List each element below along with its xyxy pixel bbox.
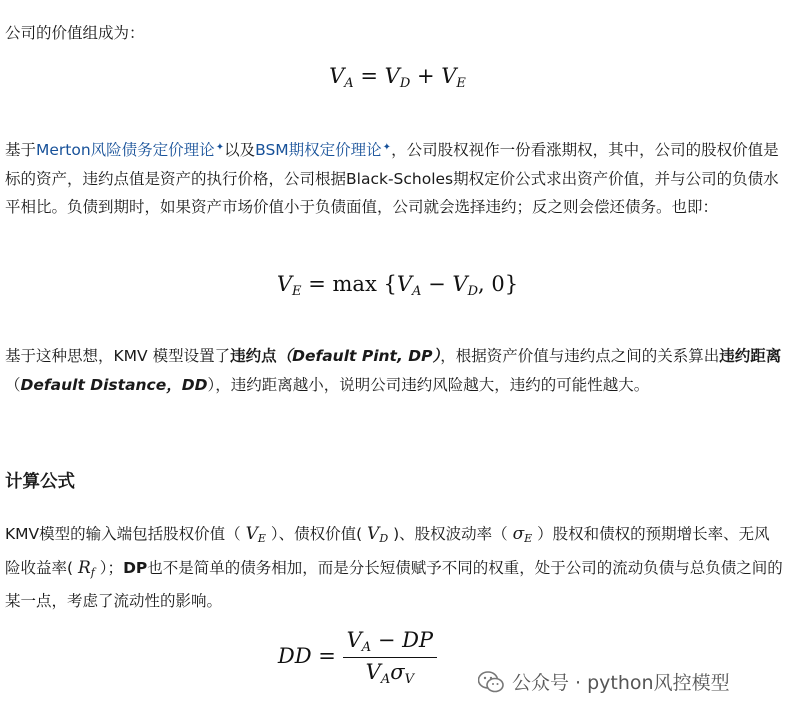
watermark-text: 公众号 · python风控模型	[512, 672, 730, 694]
equation-distance-to-default: DD = $\frac{V_A - DP}{V_A\sigma_V}$	[0, 628, 755, 687]
wechat-logo-icon	[478, 671, 504, 693]
watermark	[478, 668, 730, 695]
equation-firm-value: $V_A = V_D + V_E$	[329, 64, 466, 91]
link-plus-icon: ✦	[382, 142, 392, 153]
link-plus-icon: ✦	[215, 142, 225, 153]
paragraph-kmv-inputs: KMV模型的输入端包括股权价值（ $V_E$ ）、债权价值( $V_D$ )、股权波动率（ $\sigma_E$ ）股权和债权的预期增长率、无风险收益率( $R_f$ ）；DP也不是简单的债务相加，而是分长短债赋予不同的权重，处于公司的流动负债与总负债之间的某一点，考虑了流动性的影响。	[5, 524, 783, 610]
section-heading: 计算公式	[5, 472, 75, 492]
link-bsm-theory[interactable]: BSM期权定价理论✦	[255, 141, 392, 159]
equation-equity-value: $V_E = \max \{V_A - V_D$, 0}	[276, 272, 519, 299]
fraction: $\frac{V_A - DP}{V_A\sigma_V}$	[343, 628, 437, 687]
paragraph-default-point: 基于这种思想，KMV 模型设置了违约点（Default Pint, DP），根据资产价值与违约点之间的关系算出违约距离（Default Distance，DD），违约距离越小，说明公司违约风险越大，违约的可能性越大。	[5, 347, 782, 394]
intro-text: 公司的价值组成为：	[5, 24, 145, 42]
link-merton-theory[interactable]: Merton风险债务定价理论✦	[36, 141, 225, 159]
paragraph-merton-theory: 基于Merton风险债务定价理论✦以及BSM期权定价理论✦，公司股权视作一份看涨期权，其中，公司的股权价值是标的资产，违约点值是资产的执行价格，公司根据Black-Scholes期权定价公式求出资产价值，并与公司的负债水平相比。负债到期时，如果资产市场价值小于负债面值，公司就会选择违约；反之则会偿还债务。也即：	[5, 141, 779, 216]
